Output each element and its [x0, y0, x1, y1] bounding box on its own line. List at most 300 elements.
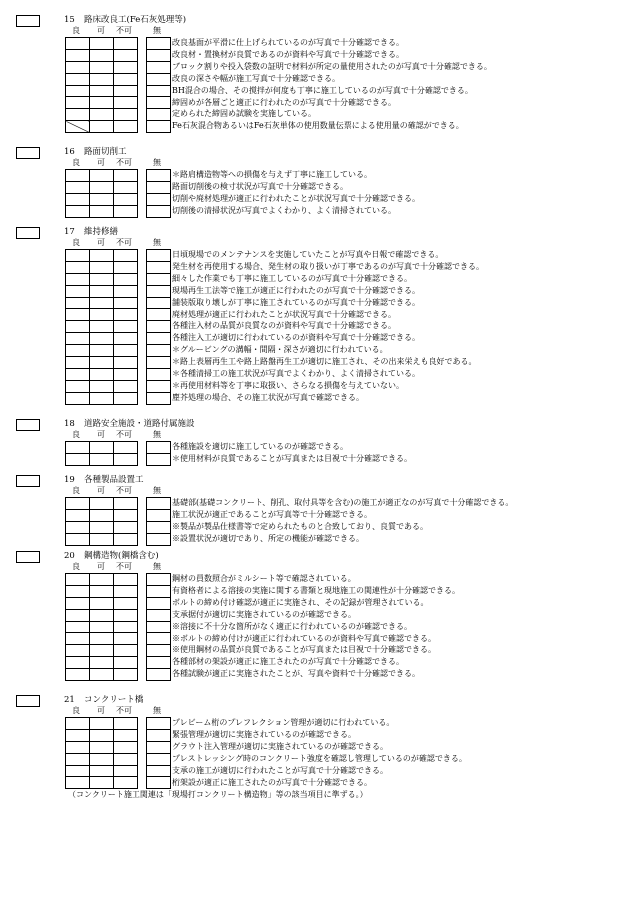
none-cell[interactable]: [147, 181, 171, 193]
rating-cell[interactable]: [66, 85, 90, 97]
header-ok: 可: [97, 486, 105, 495]
checklist-item: 現場再生工法等で施工が適正に行われたのが写真で十分確認できる。: [172, 285, 420, 295]
rating-cell[interactable]: [90, 97, 114, 109]
rating-cell[interactable]: [114, 633, 138, 645]
none-cell[interactable]: [147, 453, 171, 465]
header-good: 良: [72, 158, 80, 167]
rating-cell[interactable]: [66, 453, 90, 465]
rating-cell[interactable]: [114, 753, 138, 765]
header-none: 無: [153, 430, 161, 439]
checklist-item: ※製品が製品仕様書等で定められたものと合致しており、良質である。: [172, 521, 428, 531]
none-cell[interactable]: [147, 61, 171, 73]
rating-cell[interactable]: [114, 380, 138, 392]
checklist-item: 改良材・置換材が良質であるのが資料や写真で十分確認できる。: [172, 49, 404, 59]
checklist-item: 発生材を再使用する場合、発生材の取り扱いが丁寧であるのが写真で十分確認できる。: [172, 261, 484, 271]
header-good: 良: [72, 430, 80, 439]
rating-cell[interactable]: [66, 109, 90, 121]
none-column: [146, 573, 171, 681]
rating-grid: [65, 441, 138, 466]
header-ok: 可: [97, 562, 105, 571]
checklist-item: ＊路肩構造物等への損傷を与えず丁寧に施工している。: [172, 170, 372, 179]
none-cell[interactable]: [147, 574, 171, 586]
rating-cell[interactable]: [90, 509, 114, 521]
section-number: 15: [64, 15, 75, 25]
checklist-item: 路面切削後の検寸状況が写真で十分確認できる。: [172, 181, 348, 191]
rating-cell[interactable]: [66, 181, 90, 193]
none-cell[interactable]: [147, 718, 171, 730]
rating-cell[interactable]: [90, 121, 114, 133]
rating-cell[interactable]: [66, 521, 90, 533]
rating-cell[interactable]: [66, 585, 90, 597]
rating-grid: [65, 717, 138, 789]
checklist-item: 日頃現場でのメンテナンスを実施していたことが写真や日報で確認できる。: [172, 250, 444, 259]
rating-cell[interactable]: [90, 574, 114, 586]
rating-cell[interactable]: [114, 38, 138, 50]
rating-cell[interactable]: [114, 250, 138, 262]
rating-cell[interactable]: [90, 85, 114, 97]
checklist-item: 緊張管理が適切に実施されているのが確認できる。: [172, 729, 356, 739]
section-number: 18: [64, 419, 75, 429]
rating-grid: [65, 169, 138, 218]
rating-cell[interactable]: [114, 357, 138, 369]
section-checkbox[interactable]: [16, 419, 40, 431]
rating-cell[interactable]: [66, 49, 90, 61]
rating-cell[interactable]: [90, 633, 114, 645]
rating-cell[interactable]: [66, 273, 90, 285]
rating-cell[interactable]: [66, 597, 90, 609]
rating-cell[interactable]: [90, 765, 114, 777]
checklist-item: 細々した作業でも丁寧に施工しているのが写真で十分確認できる。: [172, 273, 412, 283]
rating-cell[interactable]: [114, 181, 138, 193]
rating-cell[interactable]: [114, 718, 138, 730]
rating-cell[interactable]: [66, 61, 90, 73]
rating-cell[interactable]: [114, 533, 138, 545]
checklist-item: 基礎部(基礎コンクリート、削孔、取付具等を含む)の施工が適正なのが写真で十分確認できる。: [172, 498, 514, 507]
none-cell[interactable]: [147, 85, 171, 97]
rating-cell[interactable]: [90, 368, 114, 380]
rating-cell[interactable]: [90, 273, 114, 285]
rating-cell[interactable]: [90, 521, 114, 533]
checklist-item: プレビーム桁のプレフレクション管理が適切に行われている。: [172, 718, 395, 727]
rating-cell[interactable]: [66, 498, 90, 510]
header-bad: 不可: [116, 238, 132, 247]
rating-cell[interactable]: [114, 609, 138, 621]
none-cell[interactable]: [147, 621, 171, 633]
item-list: [172, 573, 460, 680]
checklist-item: 各種施設を適切に施工しているのが確認できる。: [172, 442, 348, 451]
rating-cell[interactable]: [114, 453, 138, 465]
rating-cell[interactable]: [66, 121, 90, 133]
checklist-item: ＊再使用材料等を丁寧に取扱い、さらなる損傷を与えていない。: [172, 380, 404, 390]
rating-cell[interactable]: [66, 297, 90, 309]
rating-cell[interactable]: [90, 285, 114, 297]
section-title: 路床改良工(Fe石灰処理等): [84, 15, 187, 25]
rating-cell[interactable]: [90, 109, 114, 121]
checklist-item: ※設置状況が適切であり、所定の機能が確認できる。: [172, 533, 364, 543]
rating-cell[interactable]: [90, 729, 114, 741]
rating-cell[interactable]: [114, 669, 138, 681]
header-none: 無: [153, 158, 161, 167]
none-cell[interactable]: [147, 645, 171, 657]
header-bad: 不可: [116, 706, 132, 715]
rating-cell[interactable]: [114, 574, 138, 586]
rating-cell[interactable]: [90, 585, 114, 597]
rating-cell[interactable]: [90, 333, 114, 345]
rating-cell[interactable]: [90, 345, 114, 357]
checklist-item: 廃材処理が適正に行われたことが状況写真で十分確認できる。: [172, 309, 396, 319]
rating-cell[interactable]: [114, 765, 138, 777]
rating-cell[interactable]: [90, 38, 114, 50]
rating-cell[interactable]: [114, 521, 138, 533]
header-good: 良: [72, 706, 80, 715]
rating-cell[interactable]: [90, 392, 114, 404]
checklist-item: プレストレッシング時のコンクリート強度を確認し管理しているのが確認できる。: [172, 753, 467, 763]
rating-cell[interactable]: [90, 250, 114, 262]
none-cell[interactable]: [147, 285, 171, 297]
checklist-item: 舗装版取り壊しが丁寧に施工されているのが写真で十分確認できる。: [172, 297, 420, 307]
rating-cell[interactable]: [114, 597, 138, 609]
rating-cell[interactable]: [90, 718, 114, 730]
none-cell[interactable]: [147, 357, 171, 369]
rating-cell[interactable]: [114, 729, 138, 741]
rating-cell[interactable]: [114, 498, 138, 510]
checklist-item: 支承の施工が適切に行われたことが写真で十分確認できる。: [172, 765, 388, 775]
checklist-item: ※使用鋼材の品質が良質であることが写真または目視で十分確認できる。: [172, 645, 436, 655]
section-title: 路面切削工: [84, 147, 127, 157]
none-cell[interactable]: [147, 765, 171, 777]
rating-cell[interactable]: [90, 321, 114, 333]
checklist-item: BH混合の場合、その撹拌が何度も丁寧に施工しているのが写真で十分確認できる。: [172, 85, 473, 95]
section-17: [0, 226, 630, 417]
rating-cell[interactable]: [66, 657, 90, 669]
rating-cell[interactable]: [66, 669, 90, 681]
none-cell[interactable]: [147, 609, 171, 621]
checklist-item: ※ボルトの締め付けが適正に行われているのが資料や写真で確認できる。: [172, 633, 436, 643]
rating-cell[interactable]: [114, 321, 138, 333]
rating-cell[interactable]: [66, 741, 90, 753]
rating-cell[interactable]: [90, 442, 114, 454]
checklist-item: 施工状況が適正であることが写真等で十分確認できる。: [172, 509, 372, 519]
none-cell[interactable]: [147, 121, 171, 133]
rating-cell[interactable]: [66, 392, 90, 404]
none-cell[interactable]: [147, 205, 171, 217]
none-column: [146, 717, 171, 789]
checklist-item: 各種部材の架設が適正に施工されたのが写真で十分確認できる。: [172, 657, 404, 667]
section-checkbox[interactable]: [16, 551, 40, 563]
rating-cell[interactable]: [90, 669, 114, 681]
none-cell[interactable]: [147, 509, 171, 521]
rating-cell[interactable]: [90, 181, 114, 193]
section-title: 鋼構造物(鋼橋含む): [84, 551, 159, 561]
rating-cell[interactable]: [114, 741, 138, 753]
rating-cell[interactable]: [90, 645, 114, 657]
none-cell[interactable]: [147, 657, 171, 669]
checklist-item: グラウト注入管理が適切に実施されているのが確認できる。: [172, 741, 388, 751]
header-good: 良: [72, 238, 80, 247]
section-number: 16: [64, 147, 75, 157]
rating-cell[interactable]: [114, 61, 138, 73]
rating-cell[interactable]: [66, 357, 90, 369]
none-cell[interactable]: [147, 585, 171, 597]
none-cell[interactable]: [147, 729, 171, 741]
rating-cell[interactable]: [90, 205, 114, 217]
header-bad: 不可: [116, 26, 132, 35]
rating-cell[interactable]: [114, 645, 138, 657]
rating-cell[interactable]: [90, 777, 114, 789]
rating-cell[interactable]: [66, 533, 90, 545]
rating-cell[interactable]: [114, 345, 138, 357]
item-list: [172, 497, 513, 545]
header-bad: 不可: [116, 486, 132, 495]
item-list: [172, 249, 484, 404]
header-bad: 不可: [116, 158, 132, 167]
rating-cell[interactable]: [66, 193, 90, 205]
rating-cell[interactable]: [114, 392, 138, 404]
rating-cell[interactable]: [66, 729, 90, 741]
rating-cell[interactable]: [66, 285, 90, 297]
rating-cell[interactable]: [66, 765, 90, 777]
none-cell[interactable]: [147, 193, 171, 205]
rating-cell[interactable]: [66, 309, 90, 321]
checklist-item: Fe石灰混合物あるいはFe石灰単体の使用数量伝票による使用量の確認ができる。: [172, 121, 464, 131]
section-15: [0, 14, 630, 145]
rating-cell[interactable]: [66, 321, 90, 333]
rating-cell[interactable]: [90, 621, 114, 633]
none-cell[interactable]: [147, 753, 171, 765]
section-checkbox[interactable]: [16, 227, 40, 239]
rating-cell[interactable]: [90, 49, 114, 61]
checklist-item: 定められた締固め試験を実施している。: [172, 109, 316, 119]
rating-cell[interactable]: [90, 61, 114, 73]
checklist-item: 各種試験が適正に実施されたことが、写真や資料で十分確認できる。: [172, 669, 420, 679]
header-ok: 可: [97, 26, 105, 35]
none-cell[interactable]: [147, 777, 171, 789]
rating-cell[interactable]: [114, 170, 138, 182]
none-cell[interactable]: [147, 498, 171, 510]
checklist-item: 鋼材の員数照合がミルシート等で確認されている。: [172, 574, 356, 583]
rating-cell[interactable]: [66, 380, 90, 392]
header-none: 無: [153, 562, 161, 571]
section-checkbox[interactable]: [16, 695, 40, 707]
rating-cell[interactable]: [66, 38, 90, 50]
rating-cell[interactable]: [90, 753, 114, 765]
none-cell[interactable]: [147, 73, 171, 85]
checklist-item: 有資格者による溶接の実施に関する書類と現地施工の関連性が十分確認できる。: [172, 585, 460, 595]
checklist-item: 桁架設が適正に施工されたのが写真で十分確認できる。: [172, 777, 372, 787]
none-cell[interactable]: [147, 392, 171, 404]
checklist-item: 各種注入工が適切に行われているのが資料や写真で十分確認できる。: [172, 333, 420, 343]
none-cell[interactable]: [147, 380, 171, 392]
checklist-item: 塵芥処理の場合、その施工状況が写真で確認できる。: [172, 392, 364, 402]
checklist-item: 改良基面が平滑に仕上げられているのが写真で十分確認できる。: [172, 38, 404, 47]
none-cell[interactable]: [147, 261, 171, 273]
rating-cell[interactable]: [114, 97, 138, 109]
none-column: [146, 37, 171, 133]
rating-cell[interactable]: [90, 380, 114, 392]
rating-cell[interactable]: [114, 621, 138, 633]
rating-cell[interactable]: [66, 574, 90, 586]
none-cell[interactable]: [147, 273, 171, 285]
rating-cell[interactable]: [114, 509, 138, 521]
header-none: 無: [153, 238, 161, 247]
rating-cell[interactable]: [114, 73, 138, 85]
none-cell[interactable]: [147, 38, 171, 50]
section-number: 20: [64, 551, 75, 561]
rating-cell[interactable]: [114, 273, 138, 285]
header-good: 良: [72, 26, 80, 35]
header-ok: 可: [97, 238, 105, 247]
checklist-item: ※溶接に不十分な箇所がなく適正に行われているのが確認できる。: [172, 621, 412, 631]
section-number: 19: [64, 475, 75, 485]
rating-cell[interactable]: [114, 261, 138, 273]
rating-cell[interactable]: [66, 633, 90, 645]
rating-cell[interactable]: [114, 121, 138, 133]
section-title: 道路安全施設・道路付属施設: [84, 419, 195, 429]
none-cell[interactable]: [147, 741, 171, 753]
section-checkbox[interactable]: [16, 475, 40, 487]
rating-cell[interactable]: [66, 73, 90, 85]
checklist-item: ＊グルービングの溝幅・間隔・深さが適切に行われている。: [172, 345, 388, 355]
rating-cell[interactable]: [66, 205, 90, 217]
section-number: 21: [64, 695, 75, 705]
none-cell[interactable]: [147, 333, 171, 345]
item-list: [172, 717, 467, 788]
rating-cell[interactable]: [90, 597, 114, 609]
none-cell[interactable]: [147, 250, 171, 262]
rating-cell[interactable]: [90, 533, 114, 545]
rating-cell[interactable]: [66, 250, 90, 262]
none-cell[interactable]: [147, 109, 171, 121]
rating-grid: [65, 249, 138, 405]
item-list: [172, 169, 420, 217]
checklist-item: 改良の深さや幅が施工写真で十分確認できる。: [172, 73, 340, 83]
rating-cell[interactable]: [114, 442, 138, 454]
none-cell[interactable]: [147, 321, 171, 333]
none-cell[interactable]: [147, 597, 171, 609]
checklist-item: 切削や廃材処理が適正に行われたことが状況写真で十分確認できる。: [172, 193, 420, 203]
none-cell[interactable]: [147, 297, 171, 309]
header-bad: 不可: [116, 430, 132, 439]
section-title: コンクリート橋: [84, 695, 144, 705]
header-good: 良: [72, 562, 80, 571]
header-none: 無: [153, 486, 161, 495]
rating-cell[interactable]: [90, 309, 114, 321]
section-note: （コンクリート施工関連は「現場打コンクリート構造物」等の該当項目に準ずる。）: [68, 790, 368, 800]
header-bad: 不可: [116, 562, 132, 571]
header-good: 良: [72, 486, 80, 495]
section-checkbox[interactable]: [16, 15, 40, 27]
rating-cell[interactable]: [66, 621, 90, 633]
rating-grid: [65, 573, 138, 681]
checklist-item: ブロック割りや投入袋数の証明で材料が所定の量使用されたのが写真で十分確認できる。: [172, 61, 492, 71]
rating-cell[interactable]: [90, 193, 114, 205]
section-18: [0, 418, 630, 478]
rating-cell[interactable]: [114, 109, 138, 121]
section-checkbox[interactable]: [16, 147, 40, 159]
rating-cell[interactable]: [114, 333, 138, 345]
none-cell[interactable]: [147, 669, 171, 681]
rating-cell[interactable]: [90, 170, 114, 182]
section-number: 17: [64, 227, 75, 237]
rating-cell[interactable]: [66, 645, 90, 657]
none-cell[interactable]: [147, 49, 171, 61]
rating-cell[interactable]: [114, 285, 138, 297]
rating-cell[interactable]: [90, 261, 114, 273]
header-ok: 可: [97, 158, 105, 167]
header-none: 無: [153, 706, 161, 715]
rating-cell[interactable]: [90, 297, 114, 309]
none-cell[interactable]: [147, 345, 171, 357]
none-cell[interactable]: [147, 170, 171, 182]
rating-cell[interactable]: [66, 97, 90, 109]
none-column: [146, 497, 171, 546]
header-none: 無: [153, 26, 161, 35]
rating-cell[interactable]: [66, 609, 90, 621]
none-cell[interactable]: [147, 521, 171, 533]
rating-cell[interactable]: [66, 753, 90, 765]
none-column: [146, 441, 171, 466]
rating-cell[interactable]: [90, 453, 114, 465]
rating-cell[interactable]: [114, 49, 138, 61]
rating-cell[interactable]: [90, 609, 114, 621]
rating-cell[interactable]: [114, 205, 138, 217]
rating-cell[interactable]: [90, 357, 114, 369]
checklist-item: ＊使用材料が良質であることが写真または目視で十分確認できる。: [172, 453, 412, 463]
rating-cell[interactable]: [114, 309, 138, 321]
rating-cell[interactable]: [66, 718, 90, 730]
rating-cell[interactable]: [66, 509, 90, 521]
rating-grid: [65, 497, 138, 546]
rating-cell[interactable]: [114, 297, 138, 309]
rating-cell[interactable]: [66, 345, 90, 357]
rating-cell[interactable]: [66, 777, 90, 789]
checklist-item: ＊路上表層再生工や路上路盤再生工が適切に施工され、その出来栄えも良好である。: [172, 357, 477, 367]
rating-cell[interactable]: [114, 193, 138, 205]
checklist-item: ＊各種清掃工の施工状況が写真でよくわかり、よく清掃されている。: [172, 369, 420, 379]
none-cell[interactable]: [147, 442, 171, 454]
header-ok: 可: [97, 706, 105, 715]
rating-cell[interactable]: [66, 442, 90, 454]
section-21: [0, 694, 630, 801]
checklist-item: 締固めが各層ごと適正に行われたのが写真で十分確認できる。: [172, 97, 396, 107]
section-20: [0, 550, 630, 693]
checklist-item: 支承据付が適切に実施されているのが確認できる。: [172, 609, 356, 619]
none-cell[interactable]: [147, 533, 171, 545]
none-cell[interactable]: [147, 97, 171, 109]
rating-cell[interactable]: [114, 777, 138, 789]
rating-cell[interactable]: [114, 657, 138, 669]
checklist-item: 各種注入材の品質が良質なのが資料や写真で十分確認できる。: [172, 321, 396, 331]
rating-cell[interactable]: [66, 333, 90, 345]
none-cell[interactable]: [147, 368, 171, 380]
none-cell[interactable]: [147, 309, 171, 321]
rating-cell[interactable]: [66, 170, 90, 182]
rating-cell[interactable]: [66, 261, 90, 273]
item-list: [172, 37, 492, 132]
rating-cell[interactable]: [90, 657, 114, 669]
item-list: [172, 441, 412, 465]
none-cell[interactable]: [147, 633, 171, 645]
rating-cell[interactable]: [90, 73, 114, 85]
rating-cell[interactable]: [114, 85, 138, 97]
rating-grid: [65, 37, 138, 133]
rating-cell[interactable]: [90, 498, 114, 510]
checklist-item: 切削後の清掃状況が写真でよくわかり、よく清掃されている。: [172, 205, 396, 215]
rating-cell[interactable]: [114, 585, 138, 597]
rating-cell[interactable]: [66, 368, 90, 380]
rating-cell[interactable]: [114, 368, 138, 380]
rating-cell[interactable]: [90, 741, 114, 753]
